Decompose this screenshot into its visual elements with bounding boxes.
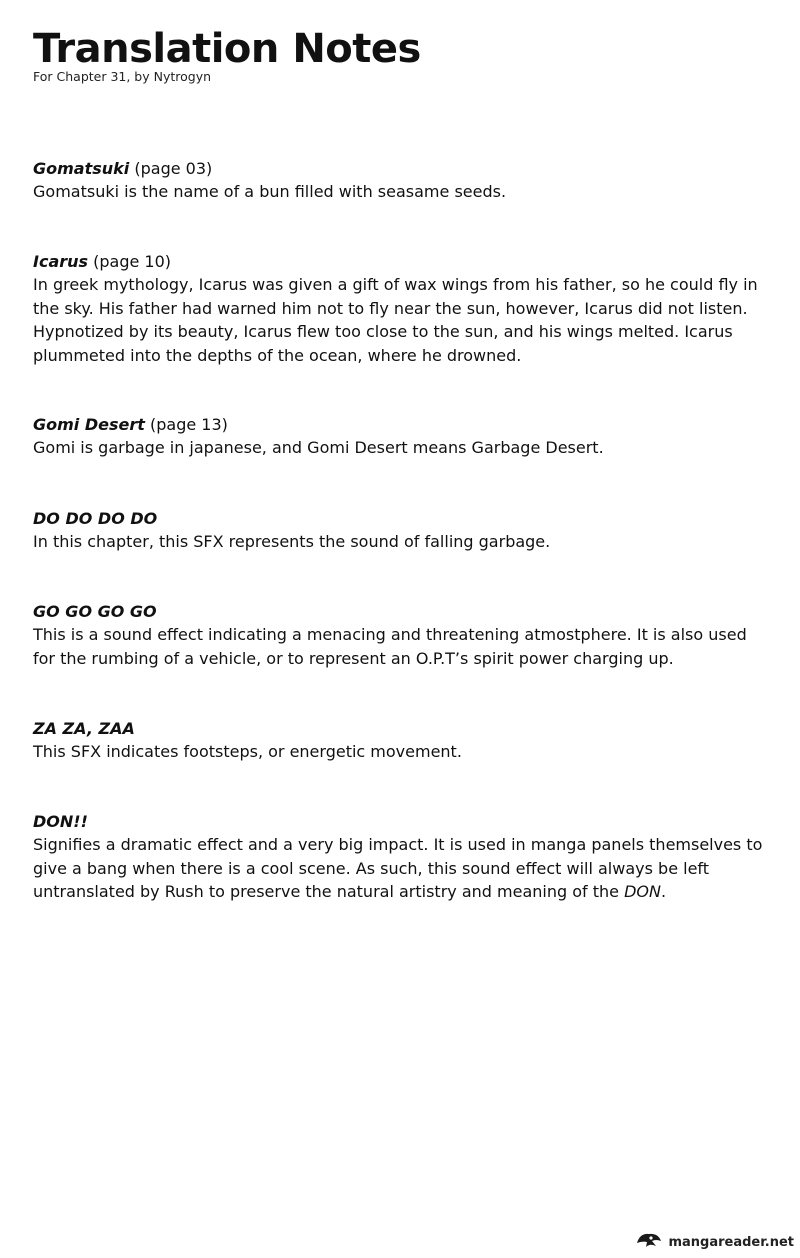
ninja-logo-icon xyxy=(634,1229,664,1255)
note-term: Gomatsuki xyxy=(33,159,130,178)
note-body-line: plummeted into the depths of the ocean, where he drowned. xyxy=(33,345,522,365)
note-heading xyxy=(33,508,773,530)
note-heading xyxy=(33,811,773,833)
note-gomatsuki xyxy=(33,158,773,204)
watermark-text: mangareader.net xyxy=(668,1234,794,1250)
note-heading xyxy=(33,414,773,436)
note-body-line: This is a sound effect indicating a menacing and threatening atmostphere. It is also used xyxy=(33,625,747,644)
note-heading xyxy=(33,251,773,273)
note-page-ref: (page 13) xyxy=(144,415,228,434)
note-body: This SFX indicates footsteps, or energetic movement. xyxy=(33,742,462,761)
note-icarus xyxy=(33,251,773,367)
note-body-line: Signifies a dramatic effect and a very big impact. It is used in manga panels themselves to xyxy=(33,835,763,854)
note-body-line: for the rumbing of a vehicle, or to represent an O.P.T’s spirit power charging up. xyxy=(33,648,674,668)
note-heading xyxy=(33,158,773,180)
note-body-line: In greek mythology, Icarus was given a gift of wax wings from his father, so he could fly in xyxy=(33,275,758,294)
note-body-text: . xyxy=(660,882,667,901)
note-body-line: the sky. His father had warned him not to fly near the sun, however, Icarus did not listen. xyxy=(33,298,748,318)
note-term: ZA ZA, ZAA xyxy=(33,719,135,738)
note-body-line: Hypnotized by its beauty, Icarus flew too close to the sun, and his wings melted. Icarus xyxy=(33,322,733,341)
page-title: Translation Notes xyxy=(33,26,421,72)
note-body: In this chapter, this SFX represents the sound of falling garbage. xyxy=(33,532,551,551)
note-go-go xyxy=(33,601,773,670)
note-page-ref: (page 03) xyxy=(129,159,213,178)
watermark xyxy=(634,1230,794,1254)
note-za-za xyxy=(33,718,773,764)
note-gomi-desert xyxy=(33,414,773,460)
note-heading xyxy=(33,718,773,740)
note-heading xyxy=(33,601,773,623)
note-don xyxy=(33,811,773,904)
note-term: Icarus xyxy=(33,252,89,271)
note-term: Gomi Desert xyxy=(33,415,145,434)
note-term: DON!! xyxy=(33,812,88,831)
note-body-line: give a bang when there is a cool scene. As such, this sound effect will always be left xyxy=(33,858,710,878)
note-body: Gomatsuki is the name of a bun filled with seasame seeds. xyxy=(33,182,507,201)
note-page-ref: (page 10) xyxy=(88,252,172,271)
note-term: DO DO DO DO xyxy=(33,509,158,528)
note-term: GO GO GO GO xyxy=(33,602,157,621)
note-do-do xyxy=(33,508,773,554)
note-body: Gomi is garbage in japanese, and Gomi Desert means Garbage Desert. xyxy=(33,438,604,457)
note-body-line xyxy=(33,880,773,904)
page-subtitle: For Chapter 31, by Nytrogyn xyxy=(33,69,212,84)
note-body-emphasis: DON xyxy=(624,882,661,901)
note-body-text: untranslated by Rush to preserve the natural artistry and meaning of the xyxy=(33,882,625,901)
